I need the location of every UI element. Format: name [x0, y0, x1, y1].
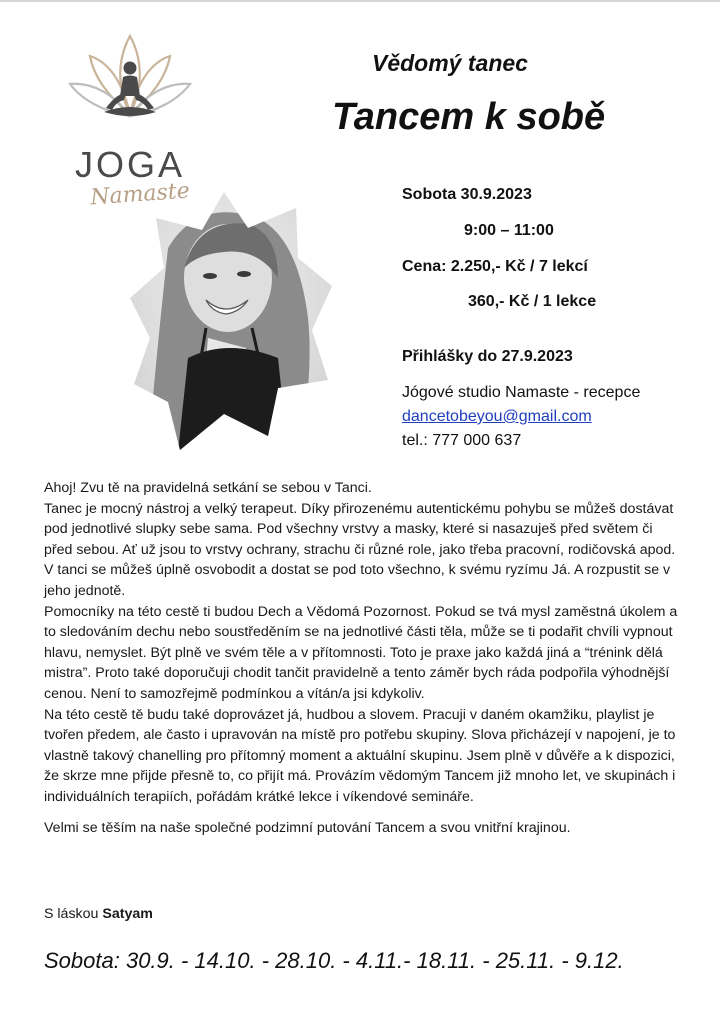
event-price-single: 360,- Kč / 1 lekce [468, 293, 597, 310]
event-date: Sobota 30.9.2023 [402, 186, 532, 203]
page-title: Tancem k sobě [332, 96, 606, 138]
subtitle: Vědomý tanec [372, 50, 528, 76]
logo-wordmark: JOGA [74, 144, 185, 185]
dates-line: Sobota: 30.9. - 14.10. - 28.10. - 4.11.- 18.11. - 25.11. - 9.12. [44, 948, 624, 973]
body-text [44, 478, 684, 838]
signature-name: Satyam [102, 906, 153, 922]
phone-number: tel.: 777 000 637 [402, 432, 522, 449]
lotus-meditation-icon [60, 28, 200, 148]
paragraph-closing: Velmi se těším na naše společné podzimní putování Tancem a svou vnitřní krajinou. [44, 819, 571, 836]
top-border [0, 0, 720, 2]
signature-prefix: S láskou [44, 906, 99, 922]
logo-script-text: Namaste [89, 178, 191, 211]
paragraph-guide: Na této cestě tě budu také doprovázet já, hudbou a slovem. Pracuji v daném okamžiku, playlist je tvořen předem, ale často i upravován na místě pro potřebu skupiny. Slova přicházejí v napojení, je to vlastně takový chanelling pro přítomný moment a aktuální skupinu. Jsem plně v důvěře a k dispozici, že skrze mne přijde přesně to, co přijít má. Provázím vědomým Tancem již mnoho let, ve skupinách i individuálních terapiích, pořádám krátké lekce i víkendové semináře. [44, 706, 676, 805]
event-time: 9:00 – 11:00 [464, 222, 554, 239]
email-link[interactable]: dancetobeyou@gmail.com [402, 408, 592, 425]
paragraph-helpers: Pomocníky na této cestě ti budou Dech a Vědomá Pozornost. Pokud se tvá mysl zaměstná úkolem a to sledováním dechu nebo soustředěním se na jednotlivé části těla, může se ti podařit chvíli vypnout hlavu, nemyslet. Být plně ve svém těle a v přítomnosti. Toto je praxe jako každá jiná a “trénink dělá mistra”. Proto také doporučuji chodit tančit pravidelně a tento záměr bych ráda podpořila výhodnější cenou. Není to samozřejmě podmínkou a vítán/a jsi kdykoliv. [44, 603, 678, 702]
registration-deadline: Přihlášky do 27.9.2023 [402, 348, 573, 365]
signature [44, 906, 153, 922]
joga-namaste-logo [60, 28, 200, 211]
paragraph-dance: Tanec je mocný nástroj a velký terapeut. Díky přirozenému autentickému pohybu se můžeš dostávat pod jednotlivé slupky sebe sama. Pod všechny vrstvy a masky, které si nasazuješ před světem či před sebou. Ať už jsou to vrstvy ochrany, strachu či různé role, jako třeba pracovní, rodičovská apod. V tanci se můžeš úplně osvobodit a dostat se pod toto všechno, k svému ryzímu Já. A rozpustit se v jeho jednotě. [44, 500, 676, 599]
portrait-photo [128, 188, 334, 452]
event-price: Cena: 2.250,- Kč / 7 lekcí [402, 258, 588, 275]
studio-name: Jógové studio Namaste - recepce [402, 384, 641, 401]
paragraph-greeting: Ahoj! Zvu tě na pravidelná setkání se sebou v Tanci. [44, 480, 372, 496]
